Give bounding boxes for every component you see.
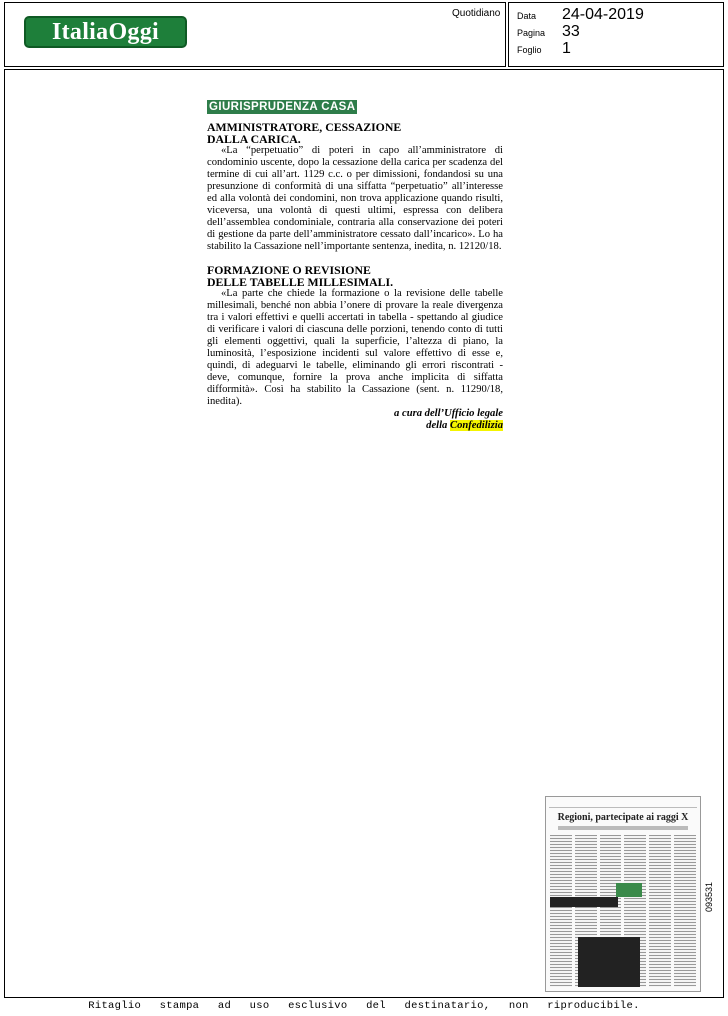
data-value: 24-04-2019 xyxy=(562,6,644,23)
article-title-1 xyxy=(207,122,503,145)
article-title-1-line1: AMMINISTRATORE, CESSAZIONE xyxy=(207,120,402,134)
foglio-value: 1 xyxy=(562,40,571,57)
article-column xyxy=(207,100,503,431)
page-thumbnail xyxy=(545,796,701,992)
italiaoggi-logo xyxy=(24,16,187,48)
article-signature xyxy=(207,408,503,431)
signature-line1: a cura dell’Ufficio legale xyxy=(394,408,503,419)
thumbnail-column xyxy=(649,835,671,987)
article-title-2-line1: FORMAZIONE O REVISIONE xyxy=(207,263,371,277)
pagina-value: 33 xyxy=(562,23,580,40)
thumbnail-header-bar xyxy=(549,799,697,808)
signature-highlight: Confedilizia xyxy=(450,419,503,431)
footer-disclaimer: Ritaglio stampa ad uso esclusivo del destinatario, non riproducibile. xyxy=(88,1000,640,1012)
article-body-1: «La “perpetuatio” di poteri in capo all’amministratore di condominio uscente, dopo la cessazione della carica per scadenza del termine di cui all’art. 1129 c.c. o per dimissioni, fondandosi su una presunzione di conformità di una siffatta “perpetuatio” all’interesse ed alla volontà dei condomini, non trova applicazione quando risulti, viceversa, una volontà di questi ultimi, espressa con delibera dell’assemblea condominiale, contraria alla conservazione dei poteri di gestione da parte dell’amministratore cessato dall’incarico». Lo ha stabilito la Cassazione nell’importante sentenza, inedita, n. 12120/18. xyxy=(207,145,503,252)
article-title-2-line2: DELLE TABELLE MILLESIMALI. xyxy=(207,274,394,289)
clipping-code: 093531 xyxy=(704,881,714,912)
thumbnail-subtitle-bar xyxy=(558,826,688,830)
thumbnail-column xyxy=(550,835,572,987)
thumbnail-title: Regioni, partecipate ai raggi X xyxy=(557,812,689,823)
foglio-label: Foglio xyxy=(517,45,542,55)
thumbnail-dark-box xyxy=(578,937,640,987)
thumbnail-dark-banner xyxy=(550,897,618,907)
signature-prefix: della xyxy=(426,419,451,431)
data-label: Data xyxy=(517,11,537,21)
logo-text: ItaliaOggi xyxy=(51,19,159,45)
periodicity-label: Quotidiano xyxy=(452,8,501,19)
pagina-label: Pagina xyxy=(517,28,546,38)
article-title-1-line2: DALLA CARICA. xyxy=(207,131,301,146)
thumbnail-green-box xyxy=(616,883,642,897)
article-body-2: «La parte che chiede la formazione o la revisione delle tabelle millesimali, benché non abbia l’onere di provare la reale divergenza tra i valori effettivi e quelli accertati in tabella - spettando al giudice di verificare i valori di ciascuna delle porzioni, tenendo conto di tutti gli elementi oggettivi, quali la superficie, l’altezza di piano, la luminosità, l’esposizione incidenti sul valore effettivo di esse e, quindi, di adeguarvi le tabelle, eliminando gli errori riscontrati - deve, comunque, fornire la prova anche implicita di siffatta difformità». Così ha stabilito la Cassazione (sent. n. 11290/18, inedita). xyxy=(207,288,503,407)
thumbnail-column xyxy=(674,835,696,987)
article-title-2 xyxy=(207,265,503,288)
section-kicker: GIURISPRUDENZA CASA xyxy=(209,101,356,113)
